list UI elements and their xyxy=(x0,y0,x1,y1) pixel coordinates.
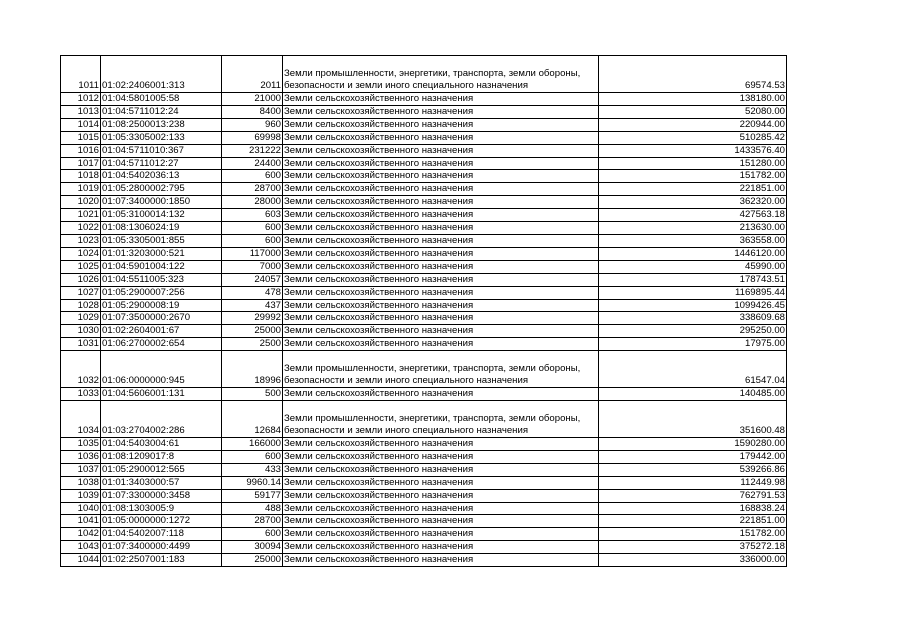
row-number-cell: 1039 xyxy=(61,489,101,502)
cadastral-value-cell: 221851.00 xyxy=(599,515,787,528)
area-cell: 7000 xyxy=(222,260,283,273)
table-row xyxy=(61,260,787,273)
cadastral-number-cell: 01:04:5711012:27 xyxy=(101,157,222,170)
area-cell: 28000 xyxy=(222,196,283,209)
land-category-cell: Земли сельскохозяйственного назначения xyxy=(283,196,599,209)
table-row xyxy=(61,502,787,515)
cadastral-value-cell: 178743.51 xyxy=(599,273,787,286)
land-category-cell: Земли сельскохозяйственного назначения xyxy=(283,299,599,312)
cadastral-value-cell: 61547.04 xyxy=(599,351,787,388)
cadastral-number-cell: 01:02:2406001:313 xyxy=(101,56,222,93)
land-category-cell: Земли сельскохозяйственного назначения xyxy=(283,105,599,118)
row-number-cell: 1015 xyxy=(61,131,101,144)
land-category-cell: Земли сельскохозяйственного назначения xyxy=(283,131,599,144)
row-number-cell: 1040 xyxy=(61,502,101,515)
table-row xyxy=(61,450,787,463)
land-category-cell: Земли сельскохозяйственного назначения xyxy=(283,273,599,286)
row-number-cell: 1016 xyxy=(61,144,101,157)
land-category-cell: Земли промышленности, энергетики, транспорта, земли обороны, безопасности и земли иного специального назначения xyxy=(283,401,599,438)
area-cell: 500 xyxy=(222,388,283,401)
table-row xyxy=(61,222,787,235)
table-row xyxy=(61,209,787,222)
cadastral-number-cell: 01:01:3203000:521 xyxy=(101,247,222,260)
table-row xyxy=(61,312,787,325)
cadastral-value-cell: 151280.00 xyxy=(599,157,787,170)
table-row xyxy=(61,118,787,131)
area-cell: 18996 xyxy=(222,351,283,388)
land-category-cell: Земли промышленности, энергетики, транспорта, земли обороны, безопасности и земли иного специального назначения xyxy=(283,56,599,93)
row-number-cell: 1030 xyxy=(61,325,101,338)
area-cell: 600 xyxy=(222,528,283,541)
land-category-cell: Земли сельскохозяйственного назначения xyxy=(283,450,599,463)
cadastral-number-cell: 01:02:2507001:183 xyxy=(101,554,222,567)
row-number-cell: 1037 xyxy=(61,463,101,476)
cadastral-value-cell: 140485.00 xyxy=(599,388,787,401)
land-category-cell: Земли сельскохозяйственного назначения xyxy=(283,338,599,351)
land-category-cell: Земли сельскохозяйственного назначения xyxy=(283,222,599,235)
area-cell: 478 xyxy=(222,286,283,299)
area-cell: 437 xyxy=(222,299,283,312)
cadastral-value-cell: 351600.48 xyxy=(599,401,787,438)
area-cell: 24400 xyxy=(222,157,283,170)
land-parcels-table xyxy=(60,55,787,567)
land-category-cell: Земли промышленности, энергетики, транспорта, земли обороны, безопасности и земли иного специального назначения xyxy=(283,351,599,388)
land-category-cell: Земли сельскохозяйственного назначения xyxy=(283,286,599,299)
cadastral-number-cell: 01:05:2900007:256 xyxy=(101,286,222,299)
cadastral-value-cell: 427563.18 xyxy=(599,209,787,222)
table-row xyxy=(61,438,787,451)
row-number-cell: 1025 xyxy=(61,260,101,273)
land-category-cell: Земли сельскохозяйственного назначения xyxy=(283,183,599,196)
cadastral-number-cell: 01:07:3400000:1850 xyxy=(101,196,222,209)
cadastral-value-cell: 213630.00 xyxy=(599,222,787,235)
land-category-cell: Земли сельскохозяйственного назначения xyxy=(283,502,599,515)
table-row xyxy=(61,247,787,260)
land-category-cell: Земли сельскохозяйственного назначения xyxy=(283,170,599,183)
cadastral-number-cell: 01:04:5801005:58 xyxy=(101,93,222,106)
cadastral-value-cell: 151782.00 xyxy=(599,528,787,541)
cadastral-number-cell: 01:04:5901004:122 xyxy=(101,260,222,273)
row-number-cell: 1032 xyxy=(61,351,101,388)
table-row xyxy=(61,183,787,196)
cadastral-value-cell: 220944.00 xyxy=(599,118,787,131)
area-cell: 21000 xyxy=(222,93,283,106)
cadastral-number-cell: 01:08:2500013:238 xyxy=(101,118,222,131)
table-row xyxy=(61,144,787,157)
table-row xyxy=(61,351,787,388)
cadastral-value-cell: 69574.53 xyxy=(599,56,787,93)
land-category-cell: Земли сельскохозяйственного назначения xyxy=(283,528,599,541)
area-cell: 2011 xyxy=(222,56,283,93)
row-number-cell: 1042 xyxy=(61,528,101,541)
row-number-cell: 1018 xyxy=(61,170,101,183)
area-cell: 2500 xyxy=(222,338,283,351)
land-category-cell: Земли сельскохозяйственного назначения xyxy=(283,554,599,567)
table-row xyxy=(61,463,787,476)
table-row xyxy=(61,273,787,286)
table-row xyxy=(61,489,787,502)
row-number-cell: 1021 xyxy=(61,209,101,222)
row-number-cell: 1020 xyxy=(61,196,101,209)
area-cell: 600 xyxy=(222,234,283,247)
table-row xyxy=(61,528,787,541)
table-row xyxy=(61,234,787,247)
table-row xyxy=(61,196,787,209)
cadastral-number-cell: 01:03:2704002:286 xyxy=(101,401,222,438)
table-row xyxy=(61,105,787,118)
row-number-cell: 1043 xyxy=(61,541,101,554)
area-cell: 433 xyxy=(222,463,283,476)
cadastral-value-cell: 336000.00 xyxy=(599,554,787,567)
cadastral-value-cell: 112449.98 xyxy=(599,476,787,489)
cadastral-value-cell: 1446120.00 xyxy=(599,247,787,260)
cadastral-value-cell: 762791.53 xyxy=(599,489,787,502)
cadastral-number-cell: 01:07:3400000:4499 xyxy=(101,541,222,554)
cadastral-value-cell: 375272.18 xyxy=(599,541,787,554)
row-number-cell: 1041 xyxy=(61,515,101,528)
cadastral-number-cell: 01:05:3305002:133 xyxy=(101,131,222,144)
table-body xyxy=(61,56,787,567)
area-cell: 600 xyxy=(222,450,283,463)
row-number-cell: 1027 xyxy=(61,286,101,299)
area-cell: 8400 xyxy=(222,105,283,118)
area-cell: 166000 xyxy=(222,438,283,451)
row-number-cell: 1038 xyxy=(61,476,101,489)
table-row xyxy=(61,170,787,183)
land-category-cell: Земли сельскохозяйственного назначения xyxy=(283,515,599,528)
row-number-cell: 1013 xyxy=(61,105,101,118)
land-category-cell: Земли сельскохозяйственного назначения xyxy=(283,489,599,502)
table-row xyxy=(61,325,787,338)
row-number-cell: 1011 xyxy=(61,56,101,93)
row-number-cell: 1029 xyxy=(61,312,101,325)
area-cell: 28700 xyxy=(222,183,283,196)
cadastral-value-cell: 362320.00 xyxy=(599,196,787,209)
cadastral-value-cell: 1169895.44 xyxy=(599,286,787,299)
table-row xyxy=(61,515,787,528)
area-cell: 28700 xyxy=(222,515,283,528)
row-number-cell: 1023 xyxy=(61,234,101,247)
cadastral-value-cell: 510285.42 xyxy=(599,131,787,144)
table-row xyxy=(61,388,787,401)
land-category-cell: Земли сельскохозяйственного назначения xyxy=(283,260,599,273)
land-category-cell: Земли сельскохозяйственного назначения xyxy=(283,325,599,338)
cadastral-number-cell: 01:08:1303005:9 xyxy=(101,502,222,515)
table-row xyxy=(61,299,787,312)
cadastral-number-cell: 01:07:3500000:2670 xyxy=(101,312,222,325)
cadastral-number-cell: 01:05:3305001:855 xyxy=(101,234,222,247)
area-cell: 600 xyxy=(222,222,283,235)
area-cell: 960 xyxy=(222,118,283,131)
table-row xyxy=(61,541,787,554)
cadastral-number-cell: 01:02:2604001:67 xyxy=(101,325,222,338)
land-category-cell: Земли сельскохозяйственного назначения xyxy=(283,247,599,260)
table-row xyxy=(61,554,787,567)
row-number-cell: 1031 xyxy=(61,338,101,351)
cadastral-number-cell: 01:05:0000000:1272 xyxy=(101,515,222,528)
cadastral-number-cell: 01:04:5402036:13 xyxy=(101,170,222,183)
land-category-cell: Земли сельскохозяйственного назначения xyxy=(283,463,599,476)
land-category-cell: Земли сельскохозяйственного назначения xyxy=(283,312,599,325)
land-category-cell: Земли сельскохозяйственного назначения xyxy=(283,438,599,451)
area-cell: 69998 xyxy=(222,131,283,144)
table-row xyxy=(61,56,787,93)
cadastral-number-cell: 01:04:5511005:323 xyxy=(101,273,222,286)
land-category-cell: Земли сельскохозяйственного назначения xyxy=(283,234,599,247)
area-cell: 30094 xyxy=(222,541,283,554)
cadastral-value-cell: 363558.00 xyxy=(599,234,787,247)
row-number-cell: 1034 xyxy=(61,401,101,438)
area-cell: 12684 xyxy=(222,401,283,438)
table-row xyxy=(61,476,787,489)
cadastral-number-cell: 01:04:5402007:118 xyxy=(101,528,222,541)
cadastral-value-cell: 338609.68 xyxy=(599,312,787,325)
cadastral-value-cell: 52080.00 xyxy=(599,105,787,118)
cadastral-number-cell: 01:06:2700002:654 xyxy=(101,338,222,351)
table-row xyxy=(61,286,787,299)
row-number-cell: 1019 xyxy=(61,183,101,196)
cadastral-number-cell: 01:07:3300000:3458 xyxy=(101,489,222,502)
land-category-cell: Земли сельскохозяйственного назначения xyxy=(283,476,599,489)
cadastral-number-cell: 01:08:1209017:8 xyxy=(101,450,222,463)
cadastral-number-cell: 01:05:2900008:19 xyxy=(101,299,222,312)
row-number-cell: 1014 xyxy=(61,118,101,131)
land-category-cell: Земли сельскохозяйственного назначения xyxy=(283,157,599,170)
area-cell: 29992 xyxy=(222,312,283,325)
row-number-cell: 1036 xyxy=(61,450,101,463)
cadastral-number-cell: 01:08:1306024:19 xyxy=(101,222,222,235)
cadastral-number-cell: 01:04:5606001:131 xyxy=(101,388,222,401)
row-number-cell: 1026 xyxy=(61,273,101,286)
cadastral-value-cell: 1590280.00 xyxy=(599,438,787,451)
cadastral-number-cell: 01:05:3100014:132 xyxy=(101,209,222,222)
cadastral-number-cell: 01:04:5403004:61 xyxy=(101,438,222,451)
cadastral-number-cell: 01:05:2900012:565 xyxy=(101,463,222,476)
land-category-cell: Земли сельскохозяйственного назначения xyxy=(283,209,599,222)
cadastral-value-cell: 151782.00 xyxy=(599,170,787,183)
cadastral-value-cell: 1433576.40 xyxy=(599,144,787,157)
land-category-cell: Земли сельскохозяйственного назначения xyxy=(283,118,599,131)
table-row xyxy=(61,157,787,170)
table-row xyxy=(61,131,787,144)
area-cell: 600 xyxy=(222,170,283,183)
cadastral-number-cell: 01:05:2800002:795 xyxy=(101,183,222,196)
row-number-cell: 1028 xyxy=(61,299,101,312)
area-cell: 117000 xyxy=(222,247,283,260)
area-cell: 59177 xyxy=(222,489,283,502)
cadastral-value-cell: 295250.00 xyxy=(599,325,787,338)
row-number-cell: 1024 xyxy=(61,247,101,260)
cadastral-number-cell: 01:01:3403000:57 xyxy=(101,476,222,489)
area-cell: 25000 xyxy=(222,554,283,567)
cadastral-value-cell: 138180.00 xyxy=(599,93,787,106)
cadastral-value-cell: 17975.00 xyxy=(599,338,787,351)
cadastral-value-cell: 45990.00 xyxy=(599,260,787,273)
land-category-cell: Земли сельскохозяйственного назначения xyxy=(283,541,599,554)
row-number-cell: 1017 xyxy=(61,157,101,170)
table-row xyxy=(61,93,787,106)
cadastral-value-cell: 539266.86 xyxy=(599,463,787,476)
row-number-cell: 1035 xyxy=(61,438,101,451)
land-category-cell: Земли сельскохозяйственного назначения xyxy=(283,388,599,401)
area-cell: 231222 xyxy=(222,144,283,157)
area-cell: 488 xyxy=(222,502,283,515)
table-row xyxy=(61,401,787,438)
cadastral-number-cell: 01:04:5711010:367 xyxy=(101,144,222,157)
area-cell: 9960.14 xyxy=(222,476,283,489)
cadastral-value-cell: 221851.00 xyxy=(599,183,787,196)
row-number-cell: 1033 xyxy=(61,388,101,401)
area-cell: 24057 xyxy=(222,273,283,286)
cadastral-value-cell: 1099426.45 xyxy=(599,299,787,312)
area-cell: 603 xyxy=(222,209,283,222)
land-category-cell: Земли сельскохозяйственного назначения xyxy=(283,93,599,106)
row-number-cell: 1012 xyxy=(61,93,101,106)
row-number-cell: 1022 xyxy=(61,222,101,235)
land-category-cell: Земли сельскохозяйственного назначения xyxy=(283,144,599,157)
cadastral-number-cell: 01:06:0000000:945 xyxy=(101,351,222,388)
row-number-cell: 1044 xyxy=(61,554,101,567)
cadastral-value-cell: 179442.00 xyxy=(599,450,787,463)
table-row xyxy=(61,338,787,351)
cadastral-number-cell: 01:04:5711012:24 xyxy=(101,105,222,118)
cadastral-value-cell: 168838.24 xyxy=(599,502,787,515)
area-cell: 25000 xyxy=(222,325,283,338)
